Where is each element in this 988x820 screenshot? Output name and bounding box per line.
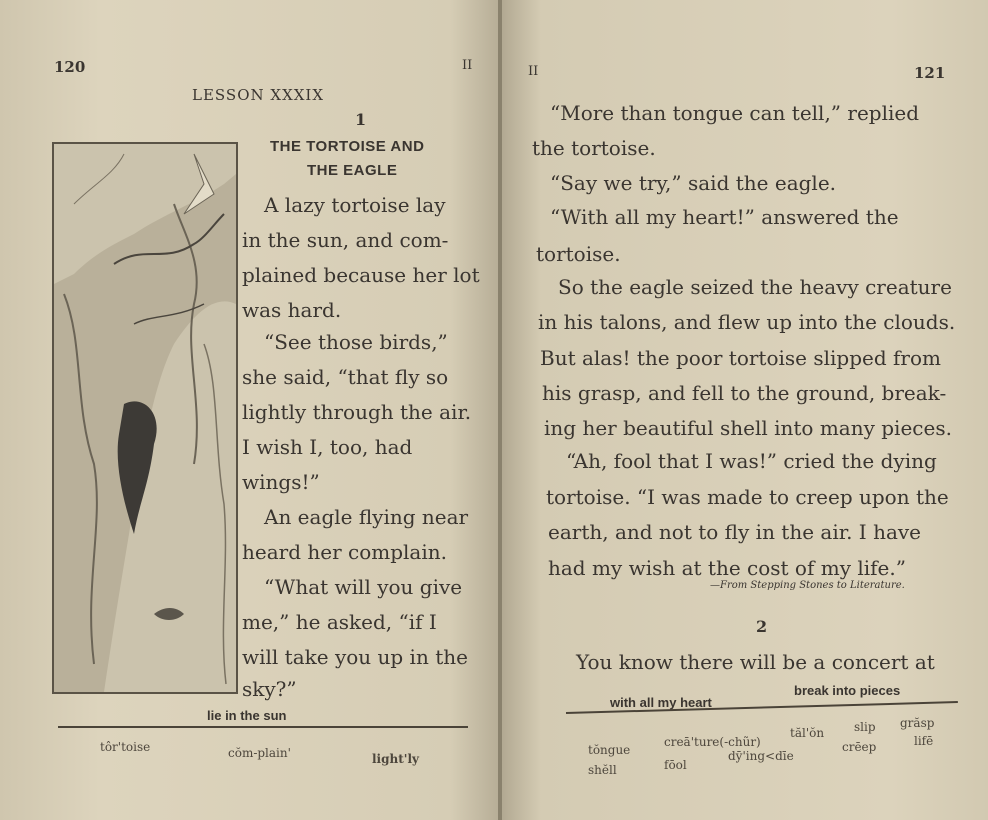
pronunciation-word: cŏm-plain' bbox=[228, 746, 291, 760]
text-line: But alas! the poor tortoise slipped from bbox=[540, 346, 941, 370]
header-mark-right: II bbox=[528, 64, 539, 79]
source-credit: —From Stepping Stones to Literature. bbox=[710, 580, 905, 591]
text-line: “Say we try,” said the eagle. bbox=[550, 171, 837, 195]
pronunciation-word: tăl'ŏn bbox=[790, 726, 825, 740]
text-line: I wish I, too, had bbox=[242, 435, 413, 459]
text-line: tortoise. “I was made to creep upon the bbox=[546, 485, 949, 509]
pronunciation-word: grăsp bbox=[900, 716, 935, 730]
text-line: in his talons, and flew up into the clouds. bbox=[538, 310, 956, 334]
text-line: heard her complain. bbox=[242, 540, 447, 564]
text-line: “More than tongue can tell,” replied bbox=[550, 101, 920, 125]
text-line: was hard. bbox=[242, 298, 342, 322]
text-line: his grasp, and fell to the ground, break- bbox=[542, 381, 947, 405]
text-line: ing her beautiful shell into many pieces. bbox=[544, 416, 952, 440]
pronunciation-word: shĕll bbox=[588, 763, 617, 777]
vocabulary-phrase: break into pieces bbox=[794, 683, 901, 698]
pronunciation-word: lifē bbox=[914, 734, 934, 748]
text-line: “Ah, fool that I was!” cried the dying bbox=[566, 449, 937, 473]
vocabulary-phrase: with all my heart bbox=[610, 695, 712, 710]
text-line: So the eagle seized the heavy creature bbox=[558, 275, 952, 299]
text-line: “What will you give bbox=[264, 575, 463, 599]
lesson-heading: LESSON XXXIX bbox=[192, 86, 325, 104]
text-line: plained because her lot bbox=[242, 263, 480, 287]
text-line: A lazy tortoise lay bbox=[264, 193, 446, 217]
text-line: will take you up in the bbox=[242, 645, 468, 669]
section-number: 1 bbox=[355, 110, 367, 129]
page-number-right: 121 bbox=[914, 64, 946, 82]
text-line: me,” he asked, “if I bbox=[242, 610, 437, 634]
pronunciation-word: crēep bbox=[842, 740, 877, 754]
pronunciation-word: fōol bbox=[664, 758, 687, 772]
text-line: An eagle flying near bbox=[264, 505, 469, 529]
vocabulary-phrase: lie in the sun bbox=[207, 708, 287, 723]
pronunciation-word: tôr'toise bbox=[100, 740, 151, 754]
pronunciation-word: light'ly bbox=[372, 752, 419, 766]
section-number-2: 2 bbox=[756, 617, 768, 636]
text-line: You know there will be a concert at bbox=[576, 650, 935, 674]
text-line: she said, “that fly so bbox=[242, 365, 449, 389]
text-line: the tortoise. bbox=[532, 136, 656, 160]
pronunciation-word: creā'ture(-chũr) bbox=[664, 735, 761, 749]
text-line: tortoise. bbox=[536, 242, 621, 266]
page-number-left: 120 bbox=[54, 58, 86, 76]
divider-rule bbox=[58, 726, 468, 728]
pronunciation-word: tŏngue bbox=[588, 743, 631, 757]
eagle-illustration bbox=[52, 142, 238, 694]
text-line: sky?” bbox=[242, 677, 297, 701]
pronunciation-word: dȳ'ing<dīe bbox=[728, 749, 794, 763]
text-line: in the sun, and com- bbox=[242, 228, 449, 252]
text-line: “See those birds,” bbox=[264, 330, 448, 354]
text-line: wings!” bbox=[242, 470, 320, 494]
header-mark-left: II bbox=[462, 58, 473, 73]
right-page bbox=[502, 0, 988, 820]
text-line: had my wish at the cost of my life.” bbox=[548, 556, 906, 580]
text-line: earth, and not to fly in the air. I have bbox=[548, 520, 922, 544]
story-title-line1: THE TORTOISE AND bbox=[270, 138, 425, 155]
text-line: lightly through the air. bbox=[242, 400, 472, 424]
pronunciation-word: slip bbox=[854, 720, 876, 734]
text-line: “With all my heart!” answered the bbox=[550, 205, 899, 229]
story-title-line2: THE EAGLE bbox=[307, 162, 398, 179]
